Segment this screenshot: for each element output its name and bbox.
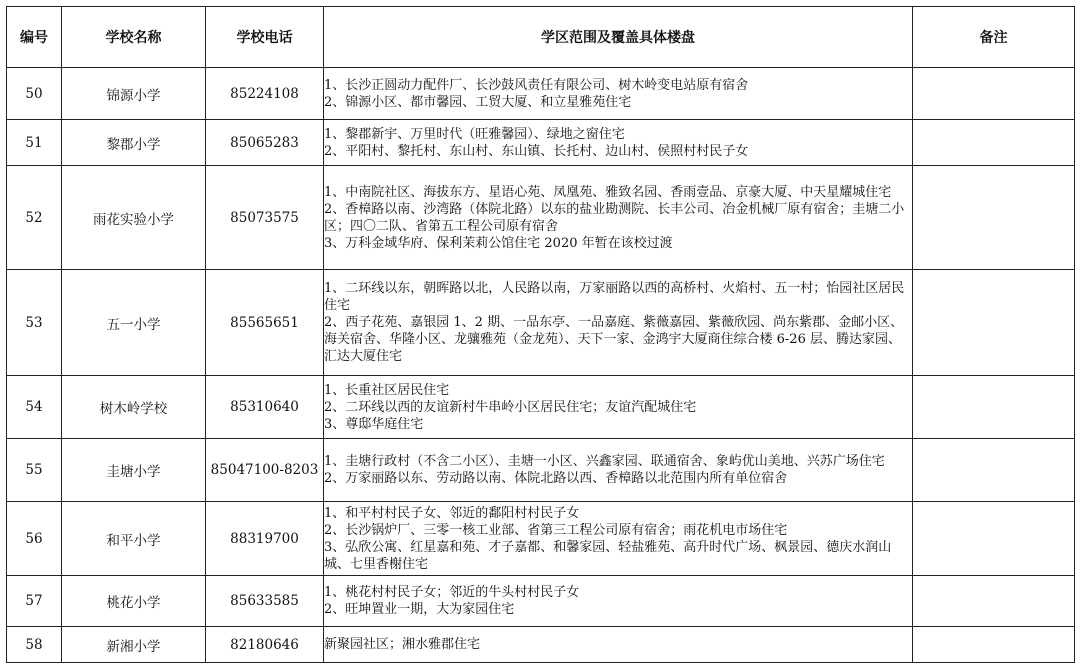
row-school-phone: 85224108 bbox=[206, 68, 324, 120]
row-school-phone: 85065283 bbox=[206, 120, 324, 166]
header-district-area: 学区范围及覆盖具体楼盘 bbox=[324, 7, 913, 68]
area-line: 3、弘欣公寓、红星嘉和苑、才子嘉都、和馨家园、轻盐雅苑、高升时代广场、枫景园、德庆水润山城、七里香榭住宅 bbox=[324, 539, 892, 572]
row-note bbox=[913, 576, 1075, 627]
row-district-area bbox=[324, 166, 913, 270]
table-row bbox=[7, 439, 1075, 502]
row-school-phone: 85047100-8203 bbox=[206, 439, 324, 502]
school-district-table bbox=[6, 6, 1075, 663]
header-no: 编号 bbox=[7, 7, 62, 68]
area-line: 新聚园社区；湘水雅郡住宅 bbox=[324, 637, 481, 652]
area-line: 2、平阳村、黎托村、东山村、东山镇、长托村、边山村、侯照村村民子女 bbox=[324, 143, 749, 159]
area-line: 2、二环线以西的友谊新村牛串岭小区居民住宅；友谊汽配城住宅 bbox=[324, 399, 697, 415]
area-line: 2、香樟路以南、沙湾路（体院北路）以东的盐业勘测院、长丰公司、冶金机械厂原有宿舍；圭塘二小区；四〇二队、省第五工程公司原有宿舍 bbox=[324, 201, 905, 234]
row-note bbox=[913, 502, 1075, 576]
header-note: 备注 bbox=[913, 7, 1075, 68]
row-note bbox=[913, 627, 1075, 663]
row-school-name: 树木岭学校 bbox=[62, 376, 206, 439]
area-line: 1、桃花村村民子女；邻近的牛头村村民子女 bbox=[324, 585, 580, 600]
row-note bbox=[913, 376, 1075, 439]
row-no: 52 bbox=[7, 166, 62, 270]
row-note bbox=[913, 68, 1075, 120]
row-no: 55 bbox=[7, 439, 62, 502]
row-district-area bbox=[324, 376, 913, 439]
area-line: 1、长重社区居民住宅 bbox=[324, 382, 450, 398]
row-school-name: 五一小学 bbox=[62, 270, 206, 376]
header-school-name: 学校名称 bbox=[62, 7, 206, 68]
area-line: 1、黎郡新宇、万里时代（旺雅馨园）、绿地之窗住宅 bbox=[324, 126, 625, 142]
row-district-area bbox=[324, 120, 913, 166]
table-row bbox=[7, 502, 1075, 576]
row-district-area bbox=[324, 576, 913, 627]
row-school-name: 桃花小学 bbox=[62, 576, 206, 627]
area-line: 2、锦源小区、都市馨园、工贸大厦、和立星雅苑住宅 bbox=[324, 94, 632, 110]
row-no: 51 bbox=[7, 120, 62, 166]
area-line: 2、旺坤置业一期，大为家园住宅 bbox=[324, 602, 515, 617]
row-no: 54 bbox=[7, 376, 62, 439]
row-no: 50 bbox=[7, 68, 62, 120]
table-row bbox=[7, 376, 1075, 439]
area-line: 3、尊邸华庭住宅 bbox=[324, 416, 424, 432]
row-school-name: 新湘小学 bbox=[62, 627, 206, 663]
area-line: 1、长沙正圆动力配件厂、长沙鼓风责任有限公司、树木岭变电站原有宿舍 bbox=[324, 77, 749, 93]
row-district-area bbox=[324, 627, 913, 663]
area-line: 3、万科金域华府、保利茉莉公馆住宅 2020 年暂在该校过渡 bbox=[324, 235, 673, 251]
table-row bbox=[7, 270, 1075, 376]
row-school-phone: 85633585 bbox=[206, 576, 324, 627]
row-no: 56 bbox=[7, 502, 62, 576]
row-school-name: 和平小学 bbox=[62, 502, 206, 576]
row-district-area bbox=[324, 502, 913, 576]
row-note bbox=[913, 439, 1075, 502]
row-note bbox=[913, 120, 1075, 166]
row-school-name: 锦源小学 bbox=[62, 68, 206, 120]
row-school-name: 雨花实验小学 bbox=[62, 166, 206, 270]
row-school-phone: 82180646 bbox=[206, 627, 324, 663]
row-district-area bbox=[324, 439, 913, 502]
table-row bbox=[7, 627, 1075, 663]
table-row bbox=[7, 166, 1075, 270]
area-line: 1、二环线以东，朝晖路以北，人民路以南，万家丽路以西的高桥村、火焰村、五一村；怡园社区居民住宅 bbox=[324, 281, 905, 313]
table-row bbox=[7, 120, 1075, 166]
row-school-phone: 85565651 bbox=[206, 270, 324, 376]
row-school-phone: 88319700 bbox=[206, 502, 324, 576]
row-no: 58 bbox=[7, 627, 62, 663]
row-school-name: 圭塘小学 bbox=[62, 439, 206, 502]
area-line: 1、中南院社区、海拔东方、星语心苑、凤凰苑、雅致名园、香雨壹品、京豪大厦、中天星耀城住宅 bbox=[324, 184, 892, 200]
area-line: 2、万家丽路以东、劳动路以南、体院北路以西、香樟路以北范围内所有单位宿舍 bbox=[324, 471, 788, 486]
row-note bbox=[913, 166, 1075, 270]
area-line: 1、圭塘行政村（不含二小区）、圭塘一小区、兴鑫家园、联通宿舍、象屿优山美地、兴苏广场住宅 bbox=[324, 454, 885, 469]
header-row bbox=[7, 7, 1075, 68]
row-school-name: 黎郡小学 bbox=[62, 120, 206, 166]
row-district-area bbox=[324, 68, 913, 120]
row-district-area bbox=[324, 270, 913, 376]
row-school-phone: 85073575 bbox=[206, 166, 324, 270]
table-row bbox=[7, 68, 1075, 120]
table-row bbox=[7, 576, 1075, 627]
area-line: 1、和平村村民子女、邻近的鄱阳村村民子女 bbox=[324, 505, 580, 521]
row-no: 57 bbox=[7, 576, 62, 627]
area-line: 2、西子花苑、嘉银园 1、2 期、一品东亭、一品嘉庭、紫薇嘉园、紫薇欣园、尚东紫郡、金邮小区、海关宿舍、华隆小区、龙骧雅苑（金龙苑）、天下一家、金鸿宇大厦商住综合楼 6-26 层、腾达家园、汇达大厦住宅 bbox=[324, 315, 904, 364]
row-note bbox=[913, 270, 1075, 376]
row-no: 53 bbox=[7, 270, 62, 376]
row-school-phone: 85310640 bbox=[206, 376, 324, 439]
area-line: 2、长沙锅炉厂、三零一核工业部、省第三工程公司原有宿舍；雨花机电市场住宅 bbox=[324, 522, 788, 538]
header-school-phone: 学校电话 bbox=[206, 7, 324, 68]
